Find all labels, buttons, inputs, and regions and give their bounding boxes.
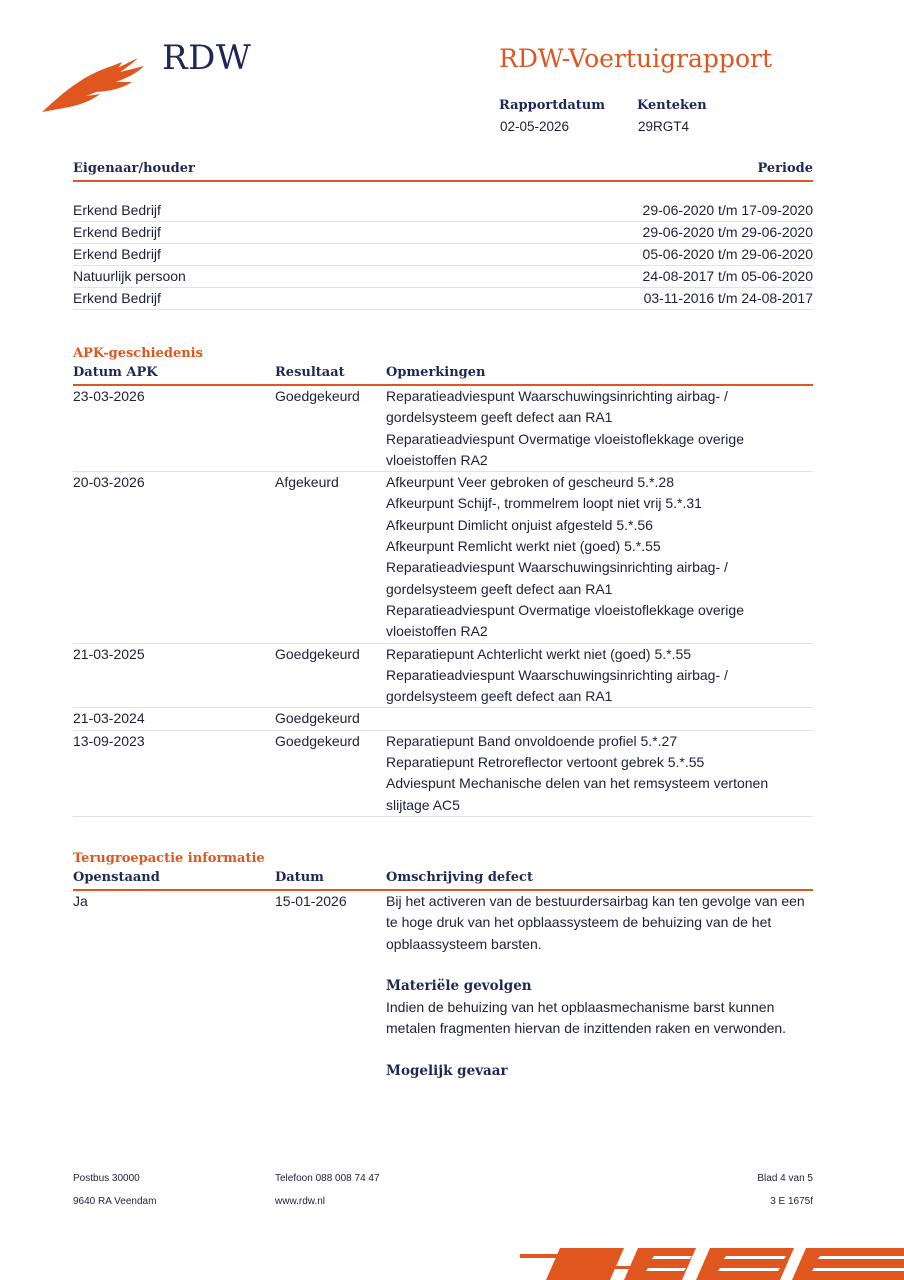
owner-row [73,200,813,222]
footer-code: 3 E 1675f [770,1196,813,1207]
owner-type: Erkend Bedrijf [73,224,161,240]
page-title: RDW-Voertuigrapport [499,44,772,73]
apk-row [73,472,813,643]
owner-period: 24-08-2017 t/m 05-06-2020 [642,268,813,284]
apk-date: 20-03-2026 [73,474,145,491]
owner-type: Erkend Bedrijf [73,290,161,306]
apk-remark-line: Reparatieadviespunt Overmatige vloeistoflekkage overige [386,601,744,618]
owner-period: 05-06-2020 t/m 29-06-2020 [642,246,813,262]
recall-desc-line: te hoge druk van het opblaassysteem de behuizing van de het [386,914,772,931]
apk-remark-line: vloeistoffen RA2 [386,451,488,468]
owner-row [73,288,813,310]
apk-remark-line: Reparatiepunt Achterlicht werkt niet (goed) 5.*.55 [386,645,692,662]
apk-result: Goedgekeurd [275,645,360,662]
owner-type: Erkend Bedrijf [73,202,161,218]
apk-result: Goedgekeurd [275,388,360,404]
apk-date-column-header: Datum APK [73,365,158,380]
apk-remark-line: Adviespunt Mechanische delen van het remsysteem vertonen [386,775,769,792]
footer-stripes-icon [520,1242,904,1280]
consequences-line: metalen fragmenten hiervan de inzittenden raken en verwonden. [386,1020,787,1037]
consequences-line: Indien de behuizing van het opblaasmechanisme barst kunnen [386,999,775,1016]
apk-header [73,364,813,386]
apk-remark-line: Reparatieadviespunt Waarschuwingsinrichting airbag- / [386,559,728,576]
owners-section [73,160,813,310]
recall-open-value: Ja [73,893,88,909]
danger-heading: Mogelijk gevaar [386,1062,508,1079]
recall-desc-line: Bij het activeren van de bestuurdersairbag kan ten gevolge van een [386,893,805,909]
apk-remark-line: Reparatieadviespunt Waarschuwingsinrichting airbag- / [386,666,728,683]
owner-period: 29-06-2020 t/m 29-06-2020 [642,224,813,240]
recall-desc-column-header: Omschrijving defect [386,870,533,885]
period-column-header: Periode [757,161,813,176]
apk-row [73,386,813,472]
apk-remark-line: Afkeurpunt Remlicht werkt niet (goed) 5.*.55 [386,538,661,555]
apk-date: 13-09-2023 [73,732,145,749]
apk-section [73,344,813,817]
apk-date: 21-03-2025 [73,645,145,662]
footer-postbus: Postbus 30000 [73,1173,140,1184]
footer-website: www.rdw.nl [275,1196,326,1207]
apk-remarks [386,644,813,708]
footer-page: Blad 4 van 5 [757,1173,813,1184]
apk-remarks [386,386,813,471]
apk-row [73,644,813,709]
apk-list [73,386,813,817]
consequences-heading: Materiële gevolgen [386,977,532,994]
recall-header [73,869,813,891]
apk-result: Afgekeurd [275,474,339,491]
owner-row [73,266,813,288]
apk-result-column-header: Resultaat [275,365,345,380]
apk-result: Goedgekeurd [275,710,360,727]
apk-remark-line: vloeistoffen RA2 [386,623,488,640]
apk-remark-line: Reparatiepunt Retroreflector vertoont gebrek 5.*.55 [386,754,705,771]
owner-type: Erkend Bedrijf [73,246,161,262]
apk-date: 23-03-2026 [73,388,145,404]
owner-column-header: Eigenaar/houder [73,161,195,176]
apk-remark-line: Reparatieadviespunt Waarschuwingsinrichting airbag- / [386,388,728,404]
recall-open-column-header: Openstaand [73,870,160,885]
apk-remark-line: Afkeurpunt Veer gebroken of gescheurd 5.*.28 [386,474,674,491]
owner-period: 29-06-2020 t/m 17-09-2020 [642,202,813,218]
rdw-logo-icon [40,56,150,114]
recall-desc-line: opblaassysteem barsten. [386,935,542,952]
logo-wordmark: RDW [162,38,252,78]
footer-city: 9640 RA Veendam [73,1196,157,1207]
report-date-label: Rapportdatum [499,98,605,113]
owners-list [73,200,813,310]
apk-date: 21-03-2024 [73,710,145,727]
apk-remark-line: gordelsysteem geeft defect aan RA1 [386,688,613,705]
apk-section-title: APK-geschiedenis [73,346,203,361]
plate-label: Kenteken [637,98,707,113]
apk-remarks [386,708,813,729]
owner-type: Natuurlijk persoon [73,268,186,284]
owner-period: 03-11-2016 t/m 24-08-2017 [643,290,813,306]
owners-header [73,160,813,182]
report-date-value: 02-05-2026 [500,119,570,134]
recall-date-value: 15-01-2026 [275,893,347,909]
recall-section-title: Terugroepactie informatie [73,851,265,866]
apk-remark-line: Reparatieadviespunt Overmatige vloeistoflekkage overige [386,430,744,447]
recall-section [73,849,813,1082]
apk-remarks [386,731,813,816]
plate-value: 29RGT4 [638,119,690,134]
apk-row [73,708,813,730]
owner-row [73,222,813,244]
apk-remark-line [386,708,813,729]
recall-description [386,891,813,1082]
recall-row [73,891,813,1082]
apk-remark-line: Afkeurpunt Dimlicht onjuist afgesteld 5.*.56 [386,516,653,533]
apk-remark-line: Afkeurpunt Schijf-, trommelrem loopt niet vrij 5.*.31 [386,495,702,512]
apk-remark-line: slijtage AC5 [386,796,460,813]
apk-remarks [386,472,813,642]
apk-row [73,731,813,817]
apk-remark-line: gordelsysteem geeft defect aan RA1 [386,409,613,426]
apk-result: Goedgekeurd [275,732,360,749]
footer-phone: Telefoon 088 008 74 47 [275,1173,380,1184]
owner-row [73,244,813,266]
apk-remark-line: gordelsysteem geeft defect aan RA1 [386,580,613,597]
recall-date-column-header: Datum [275,870,324,885]
apk-remark-line: Reparatiepunt Band onvoldoende profiel 5.*.27 [386,732,678,749]
apk-remarks-column-header: Opmerkingen [386,365,486,380]
